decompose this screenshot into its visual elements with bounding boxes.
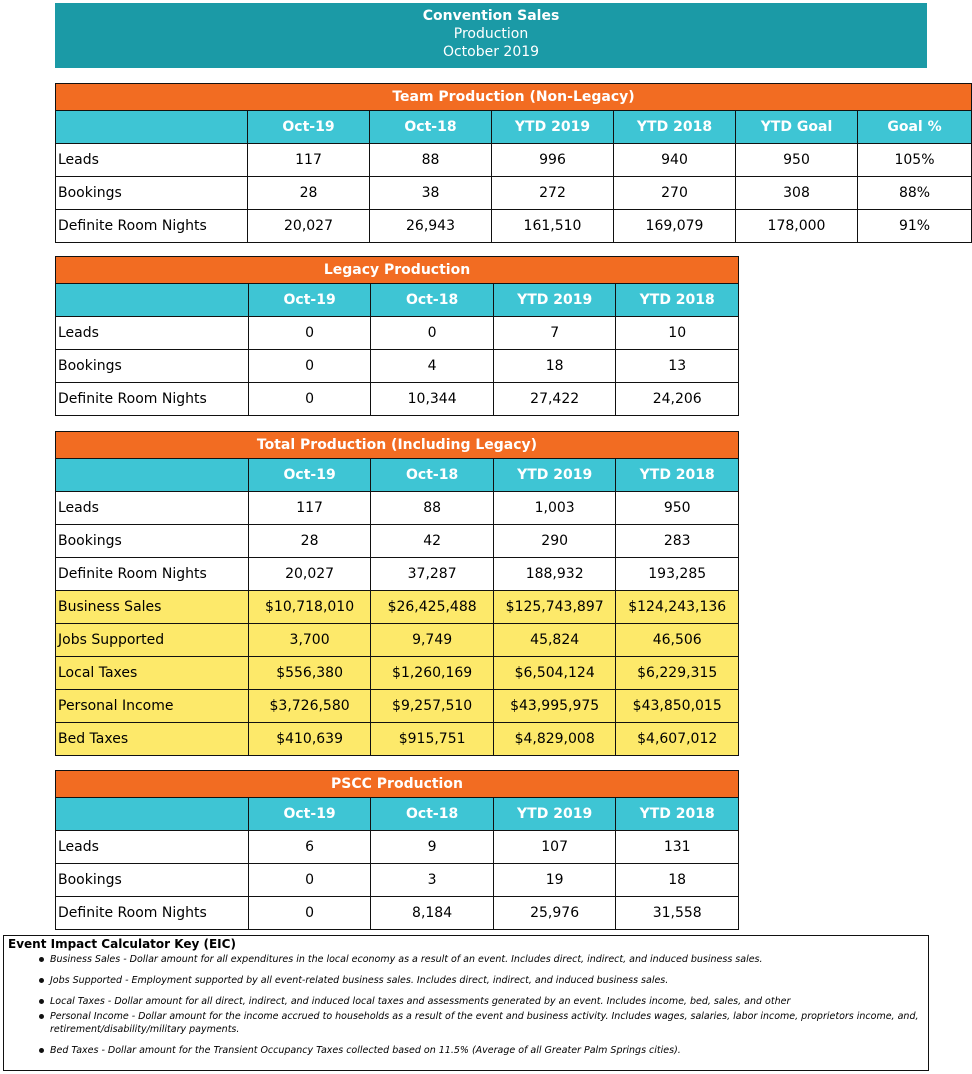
table-cell: $9,257,510	[371, 690, 494, 723]
table-row	[56, 864, 739, 897]
column-header: Oct-18	[371, 284, 494, 317]
table-cell: 3,700	[248, 624, 371, 657]
section-title: Legacy Production	[56, 257, 739, 284]
table-cell: 9,749	[371, 624, 494, 657]
row-label: Bookings	[56, 864, 249, 897]
table-cell: 45,824	[493, 624, 616, 657]
row-label: Leads	[56, 492, 249, 525]
table-cell: 26,943	[370, 210, 492, 243]
row-label: Bookings	[56, 350, 249, 383]
table-cell: $410,639	[248, 723, 371, 756]
table-cell: 131	[616, 831, 739, 864]
table-cell: 308	[736, 177, 858, 210]
total-production-table	[55, 431, 739, 756]
table-cell: 38	[370, 177, 492, 210]
row-label: Leads	[56, 831, 249, 864]
row-label: Business Sales	[56, 591, 249, 624]
row-label: Leads	[56, 317, 249, 350]
bullet-icon	[39, 978, 44, 983]
table-cell: 46,506	[616, 624, 739, 657]
table-row	[56, 177, 972, 210]
bullet-icon	[39, 999, 44, 1004]
table-cell: $915,751	[371, 723, 494, 756]
section-title: PSCC Production	[56, 771, 739, 798]
table-cell: 290	[493, 525, 616, 558]
column-header: Oct-19	[248, 798, 371, 831]
table-row	[56, 897, 739, 930]
row-label: Local Taxes	[56, 657, 249, 690]
table-cell: $124,243,136	[616, 591, 739, 624]
table-cell: 7	[493, 317, 616, 350]
table-cell: 117	[248, 492, 371, 525]
table-cell: 0	[248, 864, 371, 897]
table-cell: 91%	[858, 210, 972, 243]
section-title-row	[56, 84, 972, 111]
column-header-row	[56, 798, 739, 831]
section-title: Total Production (Including Legacy)	[56, 432, 739, 459]
table-cell: 283	[616, 525, 739, 558]
column-header	[56, 459, 249, 492]
table-row	[56, 144, 972, 177]
table-row	[56, 831, 739, 864]
row-label: Bookings	[56, 525, 249, 558]
column-header-row	[56, 284, 739, 317]
column-header-row	[56, 111, 972, 144]
column-header	[56, 284, 249, 317]
bullet-icon	[39, 957, 44, 962]
table-cell: $26,425,488	[371, 591, 494, 624]
table-cell: 950	[736, 144, 858, 177]
table-cell: $1,260,169	[371, 657, 494, 690]
report-subtitle: Production	[453, 26, 529, 42]
table-cell: 20,027	[248, 210, 370, 243]
table-cell: 270	[614, 177, 736, 210]
table-row	[56, 624, 739, 657]
column-header: YTD 2019	[493, 284, 616, 317]
eic-key-box	[3, 935, 929, 1071]
row-label: Jobs Supported	[56, 624, 249, 657]
table-cell: 1,003	[493, 492, 616, 525]
section-title-row	[56, 771, 739, 798]
team-production-table	[55, 83, 972, 243]
row-label: Personal Income	[56, 690, 249, 723]
table-cell: 37,287	[371, 558, 494, 591]
table-cell: $43,850,015	[616, 690, 739, 723]
table-row	[56, 210, 972, 243]
table-cell: 24,206	[616, 383, 739, 416]
table-cell: 107	[493, 831, 616, 864]
bullet-icon	[39, 1048, 44, 1053]
column-header: Oct-18	[371, 459, 494, 492]
table-cell: 27,422	[493, 383, 616, 416]
table-row	[56, 492, 739, 525]
column-header: YTD Goal	[736, 111, 858, 144]
table-cell: 20,027	[248, 558, 371, 591]
column-header: Oct-19	[248, 459, 371, 492]
table-cell: $4,607,012	[616, 723, 739, 756]
column-header	[56, 798, 249, 831]
table-cell: 42	[371, 525, 494, 558]
bullet-icon	[39, 1014, 44, 1019]
column-header: Goal %	[858, 111, 972, 144]
table-row	[56, 383, 739, 416]
table-cell: 996	[492, 144, 614, 177]
table-cell: 0	[248, 350, 371, 383]
column-header: YTD 2018	[616, 798, 739, 831]
column-header: YTD 2018	[614, 111, 736, 144]
table-cell: 18	[493, 350, 616, 383]
table-cell: 6	[248, 831, 371, 864]
table-cell: 28	[248, 177, 370, 210]
column-header: YTD 2019	[493, 459, 616, 492]
table-row	[56, 525, 739, 558]
column-header	[56, 111, 248, 144]
column-header: Oct-19	[248, 111, 370, 144]
eic-key-item: Jobs Supported - Employment supported by all event-related business sales. Includes direct, indirect, and induced business sales.	[50, 974, 924, 987]
table-row	[56, 723, 739, 756]
table-cell: 13	[616, 350, 739, 383]
table-cell: 8,184	[371, 897, 494, 930]
table-row	[56, 350, 739, 383]
table-cell: $6,504,124	[493, 657, 616, 690]
pscc-production-table	[55, 770, 739, 930]
row-label: Definite Room Nights	[56, 897, 249, 930]
table-cell: 178,000	[736, 210, 858, 243]
table-cell: 940	[614, 144, 736, 177]
table-cell: 188,932	[493, 558, 616, 591]
column-header: YTD 2019	[493, 798, 616, 831]
row-label: Definite Room Nights	[56, 210, 248, 243]
table-cell: 88	[371, 492, 494, 525]
column-header: YTD 2019	[492, 111, 614, 144]
table-cell: $4,829,008	[493, 723, 616, 756]
table-row	[56, 558, 739, 591]
table-row	[56, 317, 739, 350]
table-cell: $10,718,010	[248, 591, 371, 624]
table-row	[56, 690, 739, 723]
column-header: Oct-19	[248, 284, 371, 317]
report-period: October 2019	[442, 44, 540, 60]
row-label: Definite Room Nights	[56, 558, 249, 591]
table-cell: 0	[371, 317, 494, 350]
table-cell: 0	[248, 317, 371, 350]
table-cell: 272	[492, 177, 614, 210]
column-header: YTD 2018	[616, 459, 739, 492]
eic-key-item: Bed Taxes - Dollar amount for the Transient Occupancy Taxes collected based on 11.5% (Average of all Greater Palm Springs cities).	[50, 1044, 924, 1057]
row-label: Bookings	[56, 177, 248, 210]
table-cell: $556,380	[248, 657, 371, 690]
table-cell: 31,558	[616, 897, 739, 930]
row-label: Definite Room Nights	[56, 383, 249, 416]
table-cell: 105%	[858, 144, 972, 177]
section-title-row	[56, 432, 739, 459]
table-cell: 10	[616, 317, 739, 350]
table-row	[56, 657, 739, 690]
table-cell: 117	[248, 144, 370, 177]
eic-key-item: Business Sales - Dollar amount for all expenditures in the local economy as a result of an event. Includes direct, indirect, and induced business sales.	[50, 953, 924, 966]
table-cell: 10,344	[371, 383, 494, 416]
table-cell: 88%	[858, 177, 972, 210]
table-cell: 28	[248, 525, 371, 558]
table-row	[56, 591, 739, 624]
section-title-row	[56, 257, 739, 284]
eic-key-item: Local Taxes - Dollar amount for all direct, indirect, and induced local taxes and assessments generated by an event. Includes income, bed, sales, and other	[50, 995, 924, 1008]
row-label: Leads	[56, 144, 248, 177]
table-cell: $3,726,580	[248, 690, 371, 723]
row-label: Bed Taxes	[56, 723, 249, 756]
table-cell: 88	[370, 144, 492, 177]
report-header-banner	[55, 3, 927, 68]
column-header-row	[56, 459, 739, 492]
table-cell: 0	[248, 897, 371, 930]
table-cell: $43,995,975	[493, 690, 616, 723]
table-cell: 18	[616, 864, 739, 897]
table-cell: 3	[371, 864, 494, 897]
table-cell: 950	[616, 492, 739, 525]
table-cell: 0	[248, 383, 371, 416]
table-cell: $125,743,897	[493, 591, 616, 624]
eic-key-title: Event Impact Calculator Key (EIC)	[8, 937, 236, 951]
column-header: Oct-18	[371, 798, 494, 831]
table-cell: 19	[493, 864, 616, 897]
eic-key-list	[8, 953, 924, 1057]
table-cell: 4	[371, 350, 494, 383]
table-cell: 25,976	[493, 897, 616, 930]
section-title: Team Production (Non-Legacy)	[56, 84, 972, 111]
table-cell: 9	[371, 831, 494, 864]
legacy-production-table	[55, 256, 739, 416]
table-cell: 169,079	[614, 210, 736, 243]
table-cell: 161,510	[492, 210, 614, 243]
column-header: Oct-18	[370, 111, 492, 144]
eic-key-item: Personal Income - Dollar amount for the income accrued to households as a result of the event and business activity. Includes wages, salaries, labor income, proprietors income, and, retirement/disability/military payments.	[50, 1010, 924, 1036]
table-cell: $6,229,315	[616, 657, 739, 690]
column-header: YTD 2018	[616, 284, 739, 317]
table-cell: 193,285	[616, 558, 739, 591]
report-title: Convention Sales	[422, 8, 560, 24]
